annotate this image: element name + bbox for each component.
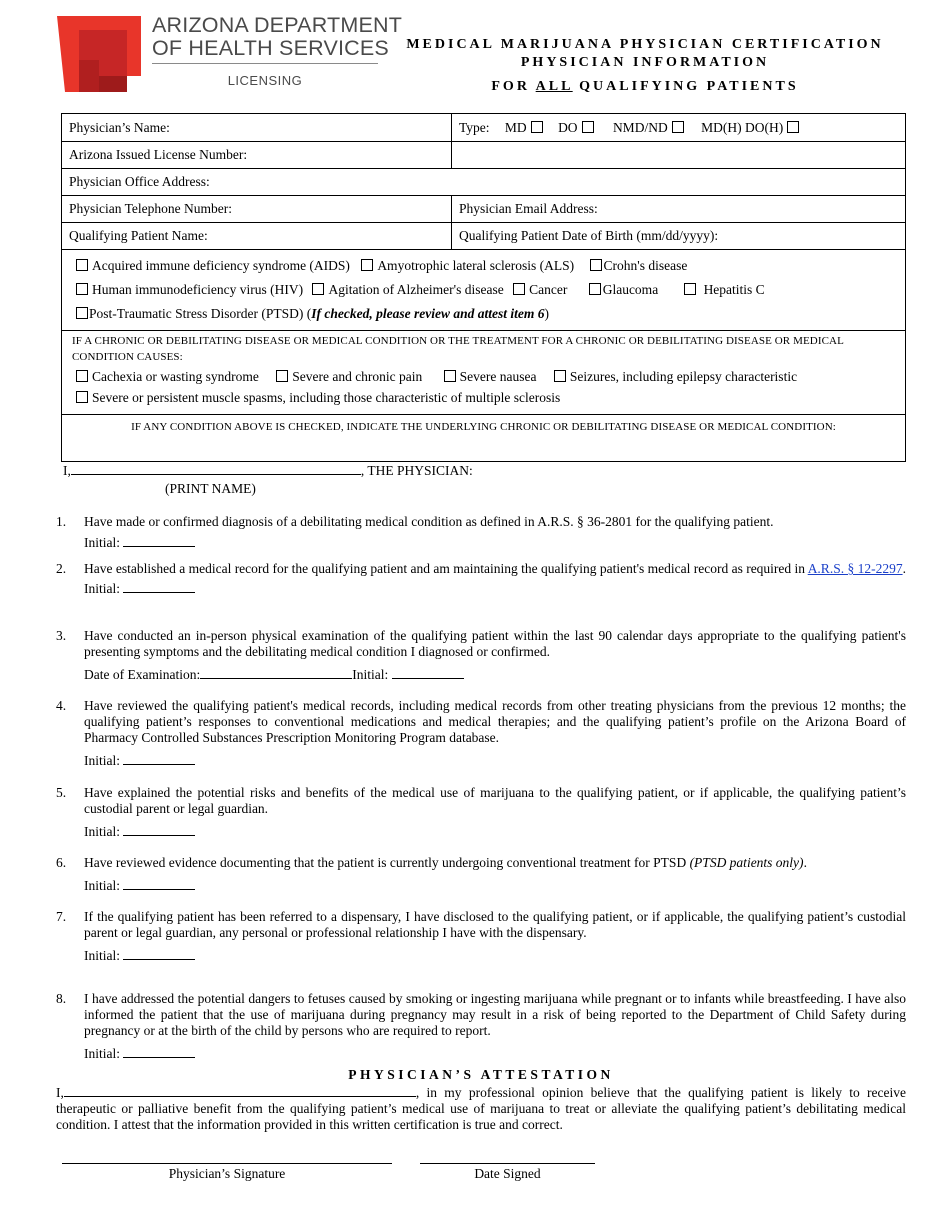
type-do-checkbox[interactable] — [582, 121, 594, 133]
org-sub: LICENSING — [227, 73, 303, 88]
physician-signature[interactable]: Physician’s Signature — [62, 1163, 392, 1182]
initial-line-2[interactable] — [123, 580, 195, 593]
attestation-text: I, , in my professional opinion believe that the qualifying patient is likely to receive therapeutic or palliative benefit from the qualifying patient’s medical use of marijuana to treat or alleviate the qualifying patient’s debilitating medical condition. I attest that the information provided in this written certification is true and correct. — [56, 1085, 906, 1132]
date-signed[interactable]: Date Signed — [420, 1163, 595, 1182]
item-1: 1. Have made or confirmed diagnosis of a debilitating medical condition as defined in A.R.S. § 36-2801 for the qualifying patient. Initial: — [56, 514, 774, 550]
initial-line-5[interactable] — [123, 823, 195, 836]
alzheimers-checkbox[interactable] — [312, 283, 324, 295]
pain-checkbox[interactable] — [276, 370, 288, 382]
initial-line-8[interactable] — [123, 1045, 195, 1058]
symptoms-section: IF A CHRONIC OR DEBILITATING DISEASE OR MEDICAL CONDITION OR THE TREATMENT FOR A CHRONIC OR DEBILITATING DISEASE OR MEDICAL CONDITION CAUSES: Cachexia or wasting syndrome Severe and chronic pain Severe nausea Seizures, including epilepsy characteristic Severe or persistent muscle spasms, including those characteristic of multiple sclerosis — [62, 331, 906, 415]
exam-date-line[interactable] — [200, 666, 352, 679]
physician-info-table — [61, 113, 906, 462]
physician-statement: I, , THE PHYSICIAN: — [63, 463, 473, 478]
ptsd-checkbox[interactable] — [76, 307, 88, 319]
license-field-blank — [452, 142, 906, 169]
spasms-checkbox[interactable] — [76, 391, 88, 403]
initial-line-7[interactable] — [123, 947, 195, 960]
item-2: 2. Have established a medical record for the qualifying patient and am maintaining the qualifying patient's medical record as required in A.R.S. § 12-2297. Initial: — [56, 561, 906, 596]
org-divider — [152, 63, 378, 64]
initial-line-6[interactable] — [123, 877, 195, 890]
nausea-checkbox[interactable] — [444, 370, 456, 382]
item-7: 7. If the qualifying patient has been referred to a dispensary, I have disclosed to the qualifying patient, or if applicable, the qualifying patient’s custodial parent or legal guardian, any personal or professional relationship I have with the dispensary. Initial: — [56, 909, 906, 963]
cachexia-checkbox[interactable] — [76, 370, 88, 382]
print-name-label: (PRINT NAME) — [165, 481, 256, 496]
type-nmd-checkbox[interactable] — [672, 121, 684, 133]
physician-type-field: Type: MD DO NMD/ND MD(H) DO(H) — [452, 114, 906, 142]
crohns-checkbox[interactable] — [590, 259, 602, 271]
form-title: MEDICAL MARIJUANA PHYSICIAN CERTIFICATION — [406, 37, 884, 52]
initial-line-4[interactable] — [123, 752, 195, 765]
hepc-checkbox[interactable] — [684, 283, 696, 295]
office-address-field[interactable]: Physician Office Address: — [62, 169, 906, 196]
hiv-checkbox[interactable] — [76, 283, 88, 295]
patient-name-field[interactable]: Qualifying Patient Name: — [62, 223, 452, 250]
physician-name-field[interactable]: Physician’s Name: — [62, 114, 452, 142]
org-line1: ARIZONA DEPARTMENT — [152, 13, 403, 37]
adhs-logo — [57, 16, 141, 92]
patient-dob-field[interactable]: Qualifying Patient Date of Birth (mm/dd/yyyy): — [452, 223, 906, 250]
item-6: 6. Have reviewed evidence documenting that the patient is currently undergoing conventional treatment for PTSD (PTSD patients only). Initial: — [56, 855, 807, 893]
seizures-checkbox[interactable] — [554, 370, 566, 382]
ars-12-2297-link[interactable]: A.R.S. § 12-2297 — [807, 561, 903, 576]
aids-checkbox[interactable] — [76, 259, 88, 271]
item-3: 3. Have conducted an in-person physical examination of the qualifying patient within the last 90 calendar days appropriate to the qualifying patient's presenting symptoms and the debilitating medical condition I diagnosed or confirmed. Date of Examination: Initial: — [56, 628, 906, 682]
org-line2: OF HEALTH SERVICES — [152, 36, 389, 60]
org-name — [152, 14, 402, 92]
phone-field[interactable]: Physician Telephone Number: — [62, 196, 452, 223]
initial-line-1[interactable] — [123, 534, 195, 547]
attestation-title: PHYSICIAN’S ATTESTATION — [348, 1067, 614, 1082]
item-5: 5. Have explained the potential risks and benefits of the medical use of marijuana to the qualifying patient, or if applicable, the qualifying patient’s custodial parent or legal guardian. Initial: — [56, 785, 906, 839]
initial-line-3[interactable] — [392, 666, 464, 679]
conditions-section: Acquired immune deficiency syndrome (AIDS) Amyotrophic lateral sclerosis (ALS) Crohn's disease Human immunodeficiency virus (HIV) Agitation of Alzheimer's disease Cancer Glaucoma Hepatitis C Post-Traumatic Stress Disorder (PTSD) (If checked, please review and attest item 6) — [62, 250, 906, 331]
print-name-line[interactable] — [71, 462, 361, 475]
chronic-header: IF A CHRONIC OR DEBILITATING DISEASE OR MEDICAL CONDITION OR THE TREATMENT FOR A CHRONIC OR DEBILITATING DISEASE OR MEDICAL CONDITION CAUSES: — [72, 335, 844, 363]
license-field[interactable]: Arizona Issued License Number: — [62, 142, 452, 169]
type-md-checkbox[interactable] — [531, 121, 543, 133]
item-8: 8. I have addressed the potential dangers to fetuses caused by smoking or ingesting marijuana while pregnant or to infants while breastfeeding. I have also informed the patient that the use of marijuana during pregnancy may result in a risk of being reported to the Department of Child Safety during pregnancy or at the birth of the child by persons who are required to report. Initial: — [56, 991, 906, 1061]
attestation-name-line[interactable] — [64, 1084, 416, 1097]
als-checkbox[interactable] — [361, 259, 373, 271]
form-subtitle: PHYSICIAN INFORMATION — [520, 55, 770, 70]
cancer-checkbox[interactable] — [513, 283, 525, 295]
email-field[interactable]: Physician Email Address: — [452, 196, 906, 223]
glaucoma-checkbox[interactable] — [589, 283, 601, 295]
form-scope: FOR ALL QUALIFYING PATIENTS — [491, 79, 799, 94]
type-mdh-checkbox[interactable] — [787, 121, 799, 133]
item-4: 4. Have reviewed the qualifying patient's medical records, including medical records from other treating physicians from the previous 12 months; the qualifying patient’s responses to conventional medications and medical therapies; and the qualifying patient’s profile on the Arizona Board of Pharmacy Controlled Substances Prescription Monitoring Program database. Initial: — [56, 698, 906, 768]
underlying-condition-field[interactable]: IF ANY CONDITION ABOVE IS CHECKED, INDICATE THE UNDERLYING CHRONIC OR DEBILITATING DISEASE OR MEDICAL CONDITION: — [62, 415, 906, 462]
